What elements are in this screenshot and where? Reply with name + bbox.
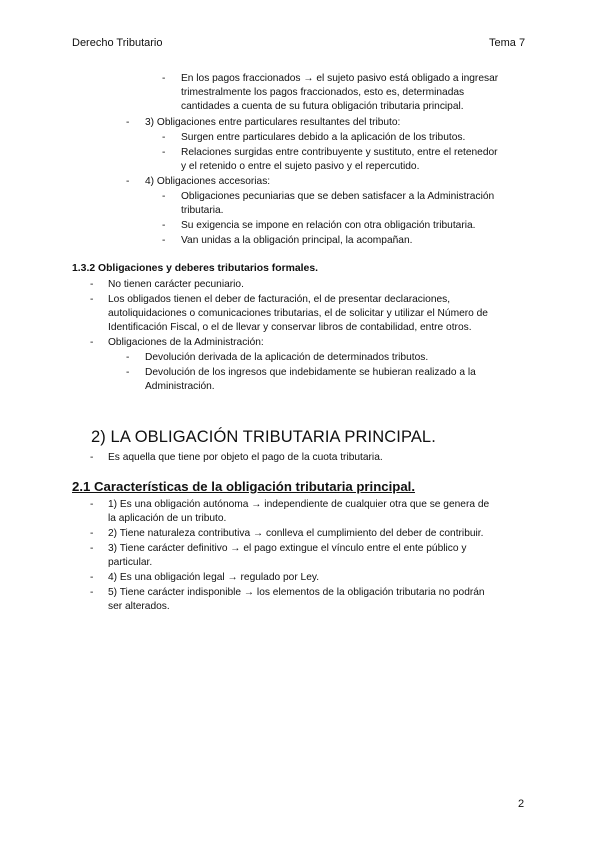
list-item-line: cantidades a cuenta de su futura obligación tributaria principal. xyxy=(181,101,464,112)
bullet-dash: - xyxy=(162,235,166,246)
bullet-dash: - xyxy=(90,587,94,598)
bullet-dash: - xyxy=(126,352,130,363)
list-item-line: Obligaciones pecuniarias que se deben satisfacer a la Administración xyxy=(181,191,495,202)
page-number: 2 xyxy=(518,798,525,810)
list-item-line: Es aquella que tiene por objeto el pago de la cuota tributaria. xyxy=(108,452,383,463)
list-item-line: 5) Tiene carácter indisponible → los elementos de la obligación tributaria no podrán xyxy=(108,587,485,598)
list-item-line: la aplicación de un tributo. xyxy=(108,513,227,524)
list-item-line: 1) Es una obligación autónoma → independiente de cualquier otra que se genera de xyxy=(108,499,490,510)
section-heading-21: 2.1 Características de la obligación tributaria principal. xyxy=(72,479,415,494)
list-item-line: 4) Obligaciones accesorias: xyxy=(145,176,271,187)
list-item-line: 4) Es una obligación legal → regulado por Ley. xyxy=(108,572,320,583)
bullet-dash: - xyxy=(162,132,166,143)
list-item-line: Van unidas a la obligación principal, la acompañan. xyxy=(181,235,413,246)
list-item-line: Identificación Fiscal, o el de llevar y conservar libros de contabilidad, entre otros. xyxy=(108,322,472,333)
bullet-dash: - xyxy=(126,117,130,128)
bullet-dash: - xyxy=(90,572,94,583)
list-item-line: No tienen carácter pecuniario. xyxy=(108,279,244,290)
bullet-dash: - xyxy=(90,543,94,554)
list-item-line: 2) Tiene naturaleza contributiva → conlleva el cumplimiento del deber de contribuir. xyxy=(108,528,484,539)
list-item-line: Obligaciones de la Administración: xyxy=(108,337,264,348)
list-item-line: Devolución derivada de la aplicación de determinados tributos. xyxy=(145,352,429,363)
list-item-line: ser alterados. xyxy=(108,601,170,612)
list-item-line: Administración. xyxy=(145,381,215,392)
bullet-dash: - xyxy=(126,176,130,187)
list-item-line: Relaciones surgidas entre contribuyente y sustituto, entre el retenedor xyxy=(181,147,498,158)
list-item-line: autoliquidaciones o comunicaciones tributarias, el de solicitar y utilizar el Número de xyxy=(108,308,488,319)
bullet-dash: - xyxy=(162,147,166,158)
list-item-line: 3) Obligaciones entre particulares resultantes del tributo: xyxy=(145,117,401,128)
list-item-line: Los obligados tienen el deber de facturación, el de presentar declaraciones, xyxy=(108,294,451,305)
list-item-line: trimestralmente los pagos fraccionados, esto es, determinadas xyxy=(181,87,465,98)
list-item-line: tributaria. xyxy=(181,205,224,216)
bullet-dash: - xyxy=(162,191,166,202)
header-title: Derecho Tributario xyxy=(72,37,163,49)
list-item-line: Devolución de los ingresos que indebidamente se hubieran realizado a la xyxy=(145,367,476,378)
bullet-dash: - xyxy=(90,452,94,463)
bullet-dash: - xyxy=(90,337,94,348)
bullet-dash: - xyxy=(162,73,166,84)
bullet-dash: - xyxy=(90,528,94,539)
section-heading-2: 2) LA OBLIGACIÓN TRIBUTARIA PRINCIPAL. xyxy=(91,428,436,446)
list-item-line: Su exigencia se impone en relación con otra obligación tributaria. xyxy=(181,220,476,231)
list-item-line: 3) Tiene carácter definitivo → el pago extingue el vínculo entre el ente público y xyxy=(108,543,467,554)
list-item-line: particular. xyxy=(108,557,153,568)
bullet-dash: - xyxy=(90,499,94,510)
list-item-line: y el retenido o entre el sujeto pasivo y el repercutido. xyxy=(181,161,420,172)
list-item-line: En los pagos fraccionados → el sujeto pasivo está obligado a ingresar xyxy=(181,73,499,84)
section-heading-132: 1.3.2 Obligaciones y deberes tributarios formales. xyxy=(72,263,319,274)
bullet-dash: - xyxy=(126,367,130,378)
bullet-dash: - xyxy=(90,279,94,290)
header-topic: Tema 7 xyxy=(489,37,526,49)
bullet-dash: - xyxy=(162,220,166,231)
list-item-line: Surgen entre particulares debido a la aplicación de los tributos. xyxy=(181,132,466,143)
bullet-dash: - xyxy=(90,294,94,305)
